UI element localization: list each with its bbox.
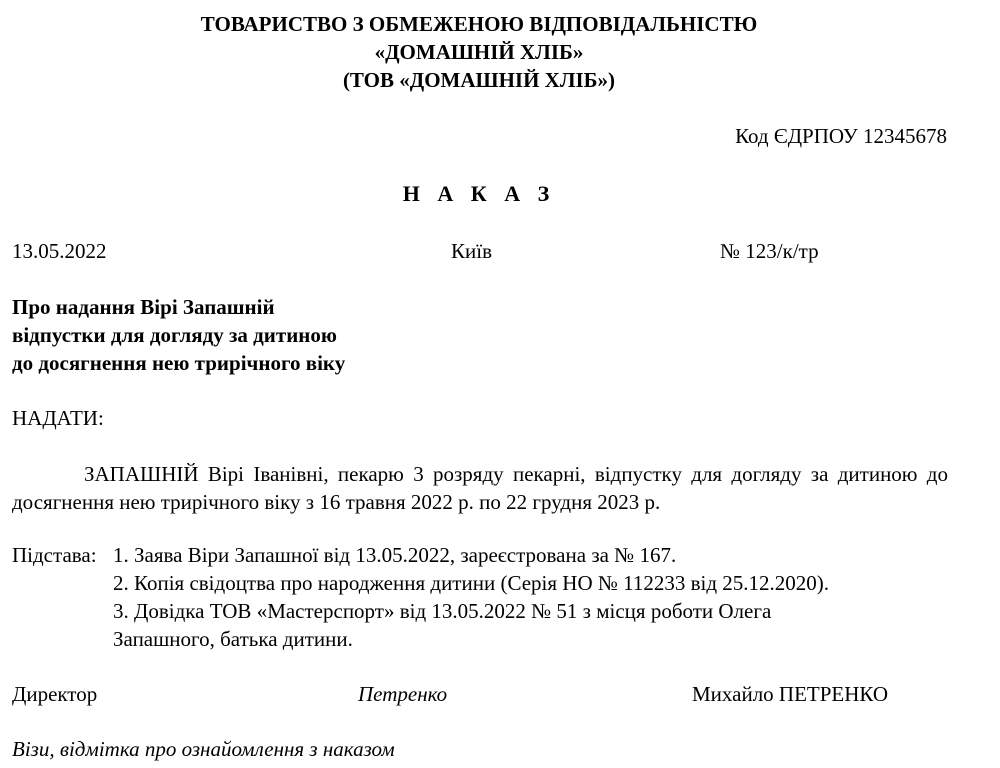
visas-note: Візи, відмітка про ознайомлення з наказом <box>12 737 395 761</box>
subject-line3: до досягнення нею трирічного віку <box>12 351 346 375</box>
company-name-line2: «ДОМАШНІЙ ХЛІБ» <box>374 40 584 64</box>
order-directive: НАДАТИ: <box>12 406 104 430</box>
basis-item-3-line1: 3. Довідка ТОВ «Мастерспорт» від 13.05.2022 № 51 з місця роботи Олега <box>113 599 772 623</box>
order-date: 13.05.2022 <box>12 239 107 263</box>
basis-item-3-line2: Запашного, батька дитини. <box>113 627 353 651</box>
signer-position: Директор <box>12 682 98 706</box>
order-city: Київ <box>451 239 492 263</box>
basis-label: Підстава: <box>12 543 97 567</box>
order-body-paragraph: ЗАПАШНІЙ Вірі Іванівні, пекарю 3 розряду пекарні, відпустку для догляду за дитиною до досягнення нею трирічного віку з 16 травня 2022 р. по 22 грудня 2023 р. <box>12 462 948 514</box>
document-title: Н А К А З <box>402 181 556 206</box>
signer-signature: Петренко <box>358 682 448 706</box>
company-name-line1: ТОВАРИСТВО З ОБМЕЖЕНОЮ ВІДПОВІДАЛЬНІСТЮ <box>200 12 758 36</box>
edrpou-code: Код ЄДРПОУ 12345678 <box>735 124 947 148</box>
signer-name: Михайло ПЕТРЕНКО <box>692 682 889 706</box>
company-short-name: (ТОВ «ДОМАШНІЙ ХЛІБ») <box>342 68 616 92</box>
order-number: № 123/к/тр <box>720 239 819 263</box>
basis-item-2: 2. Копія свідоцтва про народження дитини (Серія НО № 112233 від 25.12.2020). <box>113 571 830 595</box>
subject-line2: відпустки для догляду за дитиною <box>12 323 337 347</box>
basis-item-1: 1. Заява Віри Запашної від 13.05.2022, зареєстрована за № 167. <box>113 543 677 567</box>
subject-line1: Про надання Вірі Запашній <box>12 295 275 319</box>
